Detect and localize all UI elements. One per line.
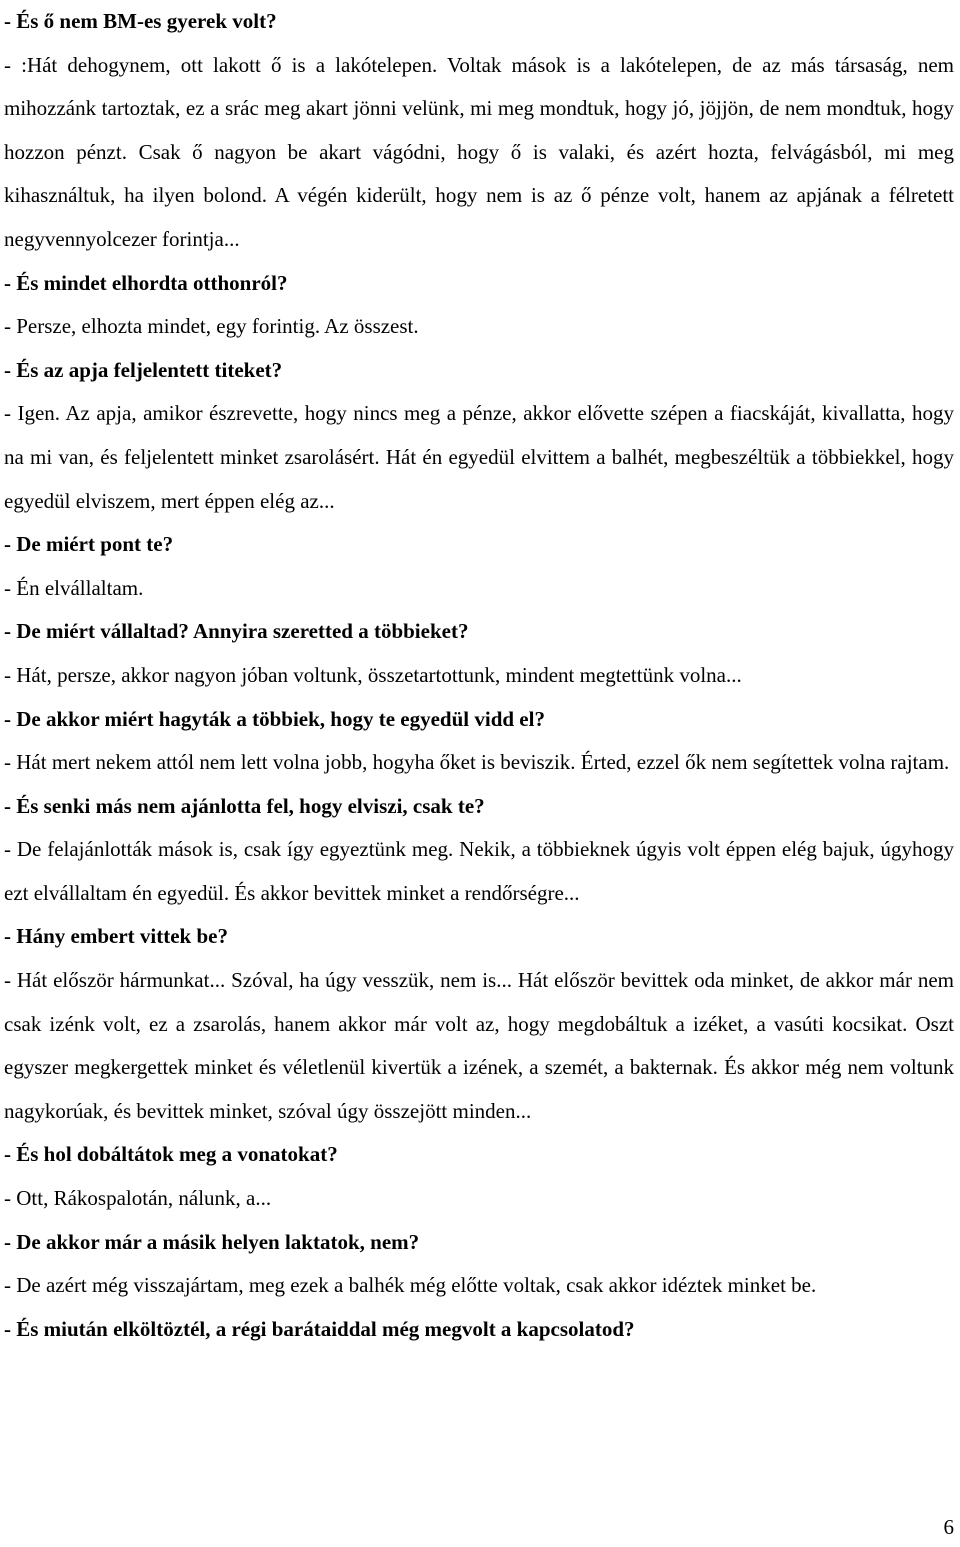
answer-paragraph: - :Hát dehogynem, ott lakott ő is a lakótelepen. Voltak mások is a lakótelepen, de az más társaság, nem mihozzánk tartoztak, ez a srác meg akart jönni velünk, mi meg mondtuk, hogy jó, jöjjön, de nem mondtuk, hogy hozzon pénzt. Csak ő nagyon be akart vágódni, hogy ő is valaki, és azért hozta, felvágásból, mi meg kihasználtuk, ha ilyen bolond. A végén kiderült, hogy nem is az ő pénze volt, hanem az apjának a félretett negyvennyolcezer forintja... — [4, 52, 954, 251]
answer-paragraph: - De felajánlották mások is, csak így egyeztünk meg. Nekik, a többieknek úgyis volt éppen elég bajuk, úgyhogy ezt elvállaltam én egyedül. És akkor bevittek minket a rendőrségre... — [4, 837, 954, 905]
question-paragraph: - De akkor miért hagyták a többiek, hogy te egyedül vidd el? — [4, 706, 545, 731]
question-paragraph: - De miért vállaltad? Annyira szeretted a többieket? — [4, 619, 469, 644]
answer-paragraph: - Én elvállaltam. — [4, 575, 144, 600]
question-paragraph: - És hol dobáltátok meg a vonatokat? — [4, 1142, 338, 1167]
answer-paragraph: - Igen. Az apja, amikor észrevette, hogy nincs meg a pénze, akkor elővette szépen a fiacskáját, kivallatta, hogy na mi van, és feljelentett minket zsarolásért. Hát én egyedül elvittem a balhét, megbeszéltük a többiekkel, hogy egyedül elviszem, mert éppen elég az... — [4, 401, 954, 513]
question-paragraph: - És az apja feljelentett titeket? — [4, 357, 283, 382]
question-paragraph: - És senki más nem ajánlotta fel, hogy elviszi, csak te? — [4, 793, 485, 818]
question-paragraph: - És ő nem BM-es gyerek volt? — [4, 9, 277, 33]
interview-transcript — [4, 0, 954, 1351]
answer-paragraph: - Hát mert nekem attól nem lett volna jobb, hogyha őket is beviszik. Érted, ezzel ők nem segítettek volna rajtam. — [4, 750, 950, 775]
question-paragraph: - De miért pont te? — [4, 532, 174, 557]
question-paragraph: - Hány embert vittek be? — [4, 924, 228, 949]
answer-paragraph: - Hát először hármunkat... Szóval, ha úgy vesszük, nem is... Hát először bevittek oda minket, de akkor már nem csak izénk volt, ez a zsarolás, hanem akkor már volt az, hogy megdobáltuk a izéket, a vasúti kocsikat. Oszt egyszer megkergettek minket és véletlenül kivertük a izének, a szemét, a bakternak. És akkor még nem voltunk nagykorúak, és bevittek minket, szóval úgy összejött minden... — [4, 968, 954, 1123]
question-paragraph: - És mindet elhordta otthonról? — [4, 270, 288, 295]
question-paragraph: - És miután elköltöztél, a régi barátaiddal még megvolt a kapcsolatod? — [4, 1316, 635, 1341]
question-paragraph: - De akkor már a másik helyen laktatok, nem? — [4, 1229, 420, 1254]
answer-paragraph: - Hát, persze, akkor nagyon jóban voltunk, összetartottunk, mindent megtettünk volna... — [4, 662, 742, 687]
page-number: 6 — [943, 1515, 954, 1539]
answer-paragraph: - De azért még visszajártam, meg ezek a balhék még előtte voltak, csak akkor idéztek minket be. — [4, 1273, 817, 1298]
answer-paragraph: - Ott, Rákospalotán, nálunk, a... — [4, 1186, 272, 1211]
answer-paragraph: - Persze, elhozta mindet, egy forintig. Az összest. — [4, 314, 419, 339]
